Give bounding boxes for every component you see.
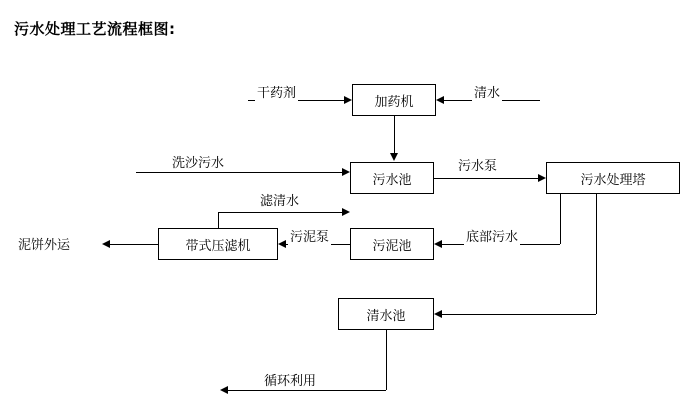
page-title: 污水处理工艺流程框图: [14,20,176,38]
edge-sewage-pool-to-tower [434,178,538,179]
edge-filtrate-riser [218,212,219,229]
node-sludge-pool[interactable]: 污泥池 [350,228,434,260]
arrowhead-sand-wash [342,168,350,176]
label-recycle-use: 循环利用 [262,370,318,389]
edge-clear-pool-to-recycle-riser [386,330,387,390]
label-bottom-sewage: 底部污水 [464,226,520,245]
arrowhead-mud-cake [102,240,110,248]
edge-filtrate-to-sewage-pool [218,212,342,213]
arrowhead-filtrate [342,208,350,216]
arrowhead-sewage-pump [538,174,546,182]
label-sand-wash-sewage: 洗沙污水 [170,152,226,171]
label-dry-agent: 干药剂 [255,82,298,101]
node-clear-water-pool[interactable]: 清水池 [338,298,434,330]
node-treatment-tower[interactable]: 污水处理塔 [546,162,680,194]
edge-tower-to-clear-pool-riser [596,194,597,314]
label-filtrate-water: 滤清水 [258,190,301,209]
arrowhead-dry-agent [344,96,352,104]
label-clean-water: 清水 [472,82,502,101]
edge-recycle-use [228,390,386,391]
node-dosing-machine[interactable]: 加药机 [352,84,436,116]
arrowhead-clear-pool-in [434,310,442,318]
edge-sand-wash-to-sewage-pool [136,172,342,173]
label-sewage-pump: 污水泵 [456,155,499,174]
edge-tower-bottom-riser [560,194,561,244]
edge-dosing-to-sewage-pool [394,116,395,154]
arrowhead-sludge-pump [278,240,286,248]
arrowhead-recycle-use [220,386,228,394]
label-mud-cake-out: 泥饼外运 [16,234,72,253]
edge-belt-press-to-mud-cake [110,244,158,245]
arrowhead-dosing-down [390,153,398,161]
node-belt-filter-press[interactable]: 带式压滤机 [158,228,278,260]
node-sewage-pool[interactable]: 污水池 [350,162,434,194]
arrowhead-clean-water [436,96,444,104]
label-sludge-pump: 污泥泵 [288,226,331,245]
arrowhead-bottom-sewage [434,240,442,248]
edge-tower-to-clear-pool [442,314,596,315]
